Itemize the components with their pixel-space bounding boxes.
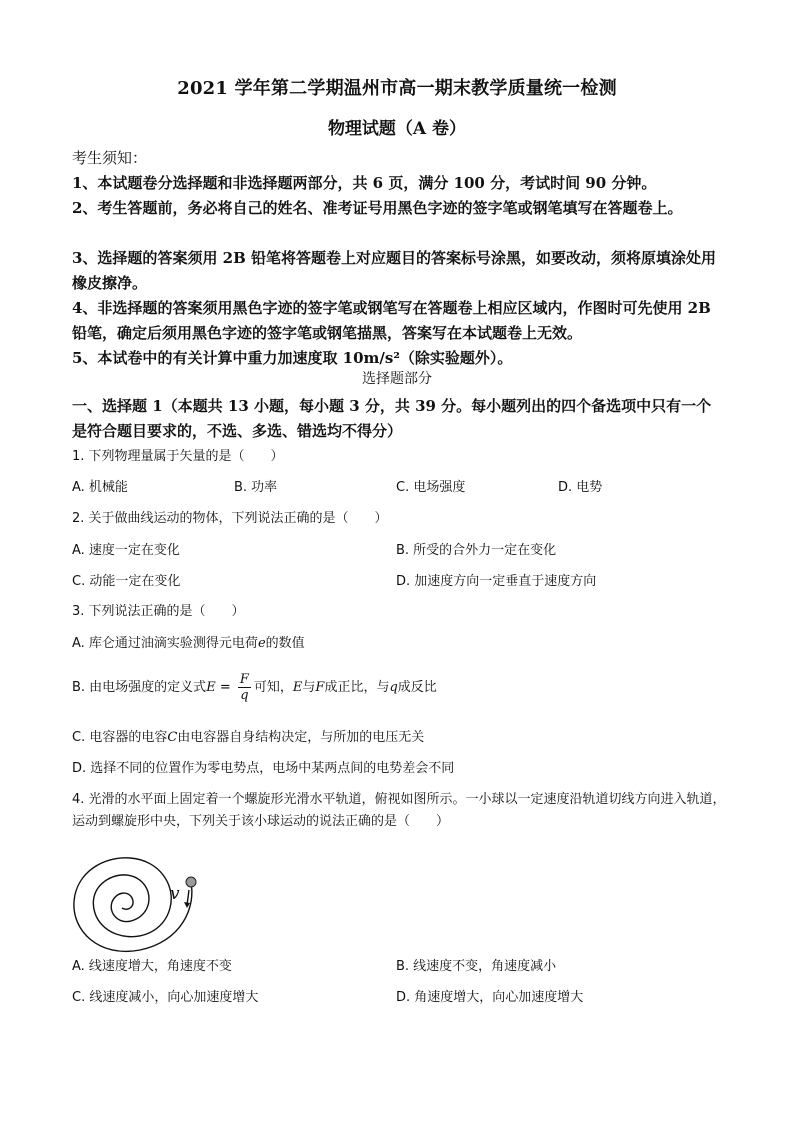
q1-option-c: C. 电场强度 <box>396 480 466 495</box>
q3b-var-f: F <box>315 680 325 695</box>
question-3-stem: 3. 下列说法正确的是（ ） <box>72 604 245 619</box>
part-heading: 一、选择题 1（本题共 13 小题，每小题 3 分，共 39 分。每小题列出的四个备选项中只有一个是符合题目要求的，不选、多选、错选均不得分） <box>72 397 712 440</box>
q3a-var-e: e <box>257 636 266 651</box>
question-2-stem: 2. 关于做曲线运动的物体，下列说法正确的是（ ） <box>72 511 388 526</box>
notice-item: 1、本试题卷分选择题和非选择题两部分，共 6 页，满分 100 分，考试时间 90 分钟。 <box>72 174 657 192</box>
q4-option-b: B. 线速度不变，角速度减小 <box>396 959 557 974</box>
q3b-text-t3: 成反比 <box>397 680 437 695</box>
q3-option-b <box>72 668 437 708</box>
q4-option-a: A. 线速度增大，角速度不变 <box>72 959 232 974</box>
q3c-text-post: 由电容器自身结构决定，与所加的电压无关 <box>177 730 425 745</box>
velocity-label: v <box>170 884 180 904</box>
q3b-fraction-denominator: q <box>240 688 249 703</box>
q1-option-a: A. 机械能 <box>72 480 128 495</box>
question-1-stem: 1. 下列物理量属于矢量的是（ ） <box>72 449 284 464</box>
spiral-track <box>74 858 192 952</box>
q3-option-d: D. 选择不同的位置作为零电势点，电场中某两点间的电势差会不同 <box>72 761 455 776</box>
q1-option-d: D. 电势 <box>558 480 603 495</box>
q4-option-c: C. 线速度减小，向心加速度增大 <box>72 990 259 1005</box>
q1-option-b: B. 功率 <box>234 480 278 495</box>
notice-item: 5、本试卷中的有关计算中重力加速度取 10m/s²（除实验题外）。 <box>72 349 513 367</box>
q3c-var-c: C <box>167 730 178 745</box>
exam-title: 2021 学年第二学期温州市高一期末教学质量统一检测 <box>177 78 617 99</box>
q3b-fraction-numerator: F <box>239 672 249 687</box>
q3-option-c <box>72 727 424 749</box>
q2-option-c: C. 动能一定在变化 <box>72 574 181 589</box>
q3b-text-t1: 与 <box>302 680 316 695</box>
q3a-text-post: 的数值 <box>265 636 305 651</box>
spiral-track-figure <box>68 850 208 960</box>
q3b-text-t2: 成正比，与 <box>324 680 390 695</box>
exam-subtitle: 物理试题（A 卷） <box>327 119 467 139</box>
ball <box>186 877 196 887</box>
q4-option-d: D. 角速度增大，向心加速度增大 <box>396 990 584 1005</box>
q3b-var-q: q <box>389 680 398 695</box>
q3b-text-pre: B. 由电场强度的定义式 <box>72 680 207 695</box>
question-4-stem: 4. 光滑的水平面上固定着一个螺旋形光滑水平轨道，俯视如图所示。一小球以一定速度沿轨道切线方向进入轨道，运动到螺旋形中央，下列关于该小球运动的说法正确的是（ ） <box>72 792 726 829</box>
q3c-text-pre: C. 电容器的电容 <box>72 730 168 745</box>
q3b-formula-lhs: E <box>206 680 216 695</box>
q3a-text-pre: A. 库仑通过油滴实验测得元电荷 <box>72 636 258 651</box>
notice-item: 2、考生答题前，务必将自己的姓名、准考证号用黑色字迹的签字笔或钢笔填写在答题卷上。 <box>72 199 683 217</box>
velocity-arrowhead <box>184 902 190 908</box>
q3b-formula-eq: = <box>215 680 235 695</box>
q3b-var-e: E <box>292 680 303 695</box>
q2-option-b: B. 所受的合外力一定在变化 <box>396 543 557 558</box>
notice-heading: 考生须知： <box>72 149 148 167</box>
notice-item: 3、选择题的答案须用 2B 铅笔将答题卷上对应题目的答案标号涂黑，如要改动，须将原填涂处用橡皮擦净。 <box>72 249 717 292</box>
q3b-text-mid: 可知， <box>253 680 293 695</box>
q3-option-a <box>72 633 305 655</box>
q2-option-a: A. 速度一定在变化 <box>72 543 180 558</box>
notice-item: 4、非选择题的答案须用黑色字迹的签字笔或钢笔写在答题卷上相应区域内，作图时可先使用 2B 铅笔，确定后须用黑色字迹的签字笔或钢笔描黑，答案写在本试题卷上无效。 <box>72 299 711 342</box>
section-title: 选择题部分 <box>362 371 432 387</box>
q2-option-d: D. 加速度方向一定垂直于速度方向 <box>396 574 597 589</box>
q3b-fraction <box>238 672 251 703</box>
